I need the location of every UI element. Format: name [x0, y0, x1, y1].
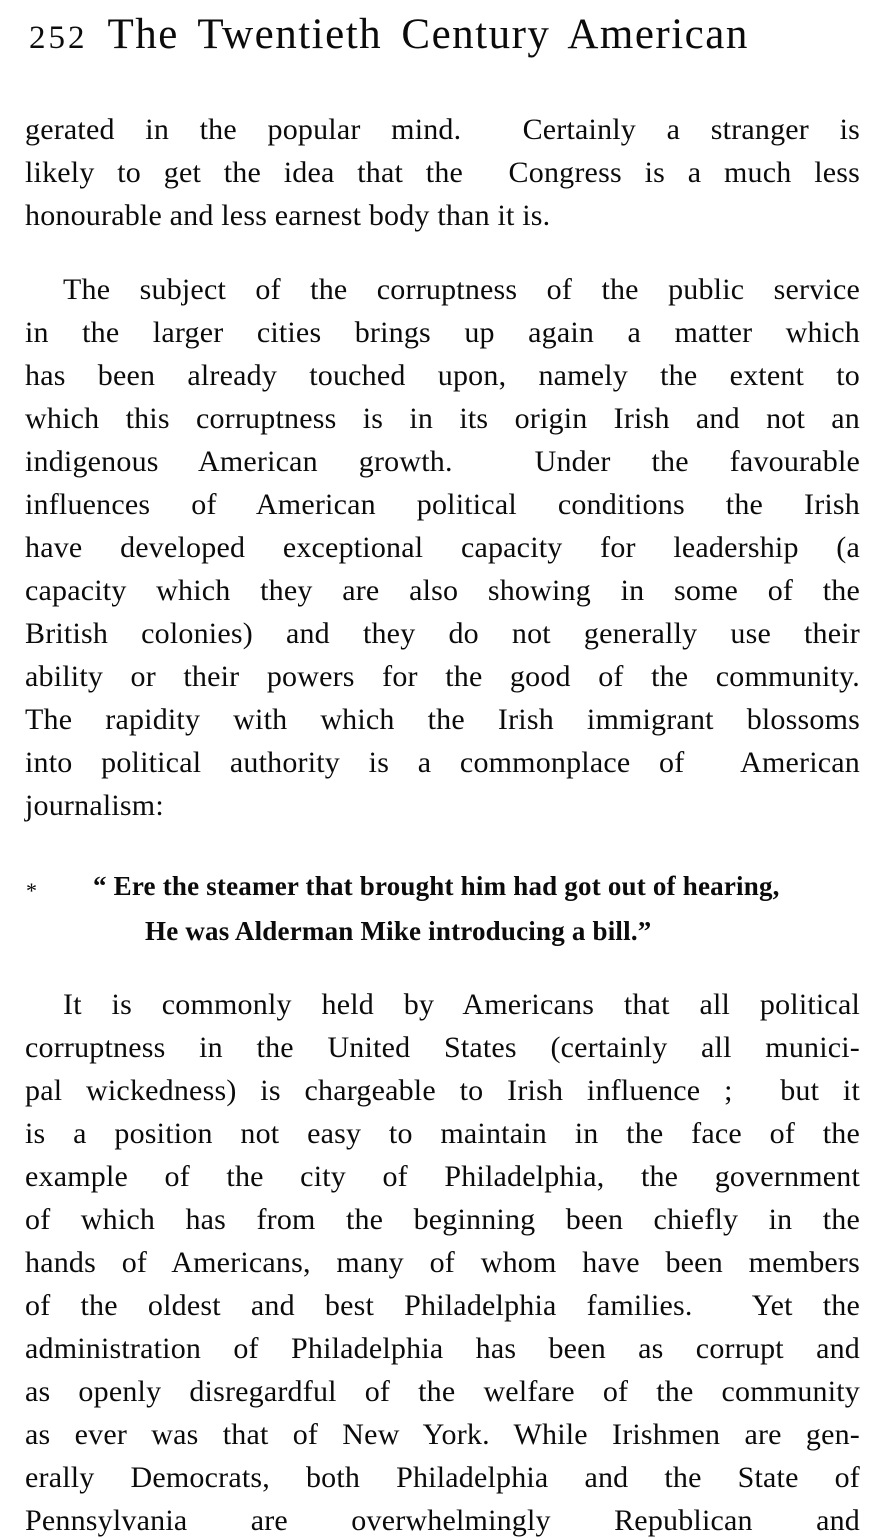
quote-line: He was Alderman Mike introducing a bill.” — [145, 916, 652, 946]
text-line: as ever was that of New York. While Irishmen are gen- — [25, 1418, 860, 1451]
text-line: ability or their powers for the good of the community. — [25, 660, 860, 693]
text-line: British colonies) and they do not generally use their — [25, 617, 860, 650]
text-line: The subject of the corruptness of the public service — [63, 273, 860, 306]
text-line: example of the city of Philadelphia, the government — [25, 1160, 860, 1193]
text-line: influences of American political conditions the Irish — [25, 488, 860, 521]
paragraph-philadelphia — [25, 983, 860, 1538]
text-line: journalism: — [25, 789, 164, 822]
text-line: in the larger cities brings up again a matter which — [25, 316, 860, 349]
page-header — [25, 10, 860, 72]
text-line: pal wickedness) is chargeable to Irish influence ; but it — [25, 1074, 860, 1107]
running-title: The Twentieth Century American — [107, 11, 749, 58]
text-line: erally Democrats, both Philadelphia and the State of — [25, 1461, 860, 1494]
text-line: likely to get the idea that the Congress is a much less — [25, 156, 860, 189]
text-line: Pennsylvania are overwhelmingly Republican and — [25, 1504, 860, 1537]
margin-asterisk-mark: * — [26, 878, 37, 903]
quote-line: “ Ere the steamer that brought him had got out of hearing, — [93, 871, 780, 901]
text-line: into political authority is a commonplace of American — [25, 746, 860, 779]
text-line: of the oldest and best Philadelphia families. Yet the — [25, 1289, 860, 1322]
text-line: of which has from the beginning been chiefly in the — [25, 1203, 860, 1236]
text-line: which this corruptness is in its origin Irish and not an — [25, 402, 860, 435]
text-line: It is commonly held by Americans that all political — [63, 988, 860, 1021]
text-line: hands of Americans, many of whom have been members — [25, 1246, 860, 1279]
page-number: 252 — [29, 20, 88, 56]
verse-quote — [93, 864, 860, 954]
text-line: as openly disregardful of the welfare of the community — [25, 1375, 860, 1408]
text-line: indigenous American growth. Under the favourable — [25, 445, 860, 478]
text-line: administration of Philadelphia has been as corrupt and — [25, 1332, 860, 1365]
text-line: capacity which they are also showing in some of the — [25, 574, 860, 607]
text-line: gerated in the popular mind. Certainly a stranger is — [25, 113, 860, 146]
text-line: honourable and less earnest body than it is. — [25, 199, 551, 232]
text-line: have developed exceptional capacity for leadership (a — [25, 531, 860, 564]
paragraph-irish-corruption — [25, 268, 860, 827]
text-line: is a position not easy to maintain in the face of the — [25, 1117, 860, 1150]
text-line: The rapidity with which the Irish immigrant blossoms — [25, 703, 860, 736]
text-line: has been already touched upon, namely the extent to — [25, 359, 860, 392]
text-line: corruptness in the United States (certainly all munici- — [25, 1031, 860, 1064]
paragraph-continued — [25, 108, 860, 237]
